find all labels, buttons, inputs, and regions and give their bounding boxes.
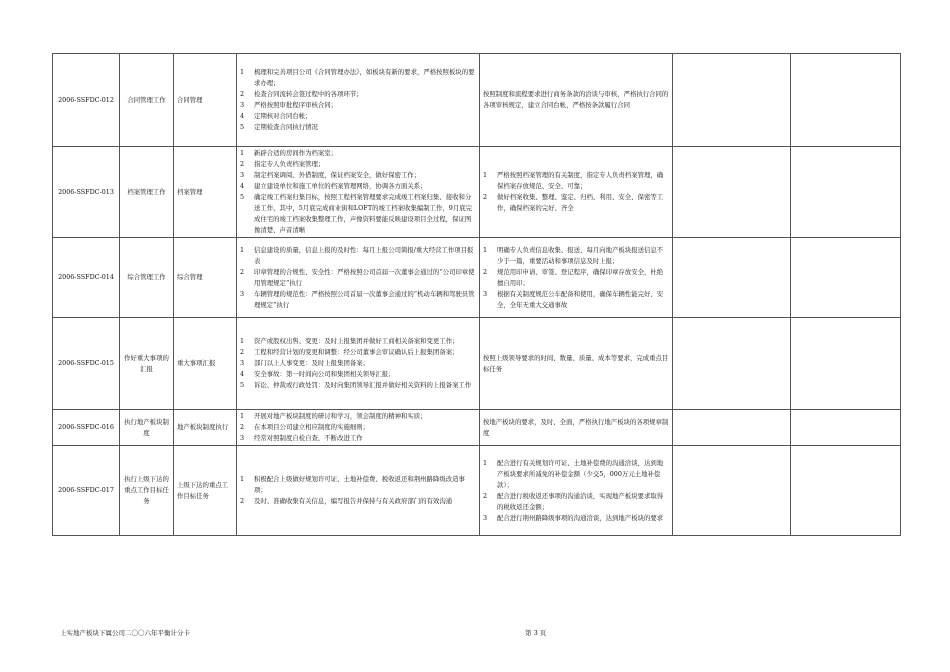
list-text: 车辆管理的规范性：严格按照公司首届一次董事会通过的“机动车辆和驾驶员管理规定”执行 — [254, 289, 475, 309]
list-item — [240, 474, 476, 496]
list-number: 3 — [240, 171, 245, 179]
list-number: 3 — [240, 101, 245, 109]
list-number: 1 — [240, 475, 245, 483]
list-item — [240, 170, 476, 181]
scorecard-table — [52, 53, 901, 536]
list-number: 1 — [483, 171, 488, 179]
list-item — [240, 111, 476, 122]
list-number: 4 — [240, 112, 245, 120]
table-row — [53, 54, 901, 147]
list-text: 资产或股权出售、变更：及时上报集团并做好工商相关备案和变更工作； — [254, 337, 459, 345]
list-item — [483, 491, 669, 513]
row-task: 综合管理工作 — [120, 238, 174, 318]
row-task: 档案管理工作 — [120, 147, 174, 238]
list-item — [240, 89, 476, 100]
table-row — [53, 318, 901, 410]
measures-cell — [237, 410, 480, 446]
row-task: 执行上级下达的重点工作目标任务 — [120, 446, 174, 536]
list-number: 3 — [483, 513, 488, 522]
list-number: 1 — [240, 337, 245, 345]
measures-cell — [237, 54, 480, 147]
list-item — [240, 148, 476, 159]
empty-cell — [673, 238, 791, 318]
empty-cell — [673, 318, 791, 410]
list-text: 按照上级领导要求的时间、数量、质量、成本等要求，完成重点目标任务 — [483, 353, 669, 373]
row-code: 2006-SSFDC-015 — [53, 318, 120, 410]
list-item — [483, 89, 669, 111]
list-item — [240, 369, 476, 380]
empty-cell — [791, 410, 901, 446]
list-text: 定期检查合同执行情况 — [254, 123, 318, 131]
row-code: 2006-SSFDC-012 — [53, 54, 120, 147]
list-text: 经常对照制度自检自查，不断改进工作 — [254, 434, 363, 442]
list-item — [240, 380, 476, 391]
row-task: 执行地产板块制度 — [120, 410, 174, 446]
list-text: 部门以上人事变更：及时上报集团备案； — [254, 359, 370, 367]
list-text: 根据有关制度规范公车配备和使用，确保车辆性能完好、安全，全年无重大交通事故 — [497, 289, 664, 309]
row-code: 2006-SSFDC-014 — [53, 238, 120, 318]
list-text: 严格按照档案管理的有关制度，指定专人负责档案管理，确保档案存放规范、安全、可靠； — [497, 171, 664, 190]
list-number: 5 — [240, 123, 245, 131]
list-text: 配合进行税收返还事项的沟通洽谈，实现地产板块要求取得的税收返还金额； — [497, 491, 664, 511]
list-text: 按照制度和流程要求进行商务条款的洽谈与审核，严格执行合同的各项审核规定，建立合同台帐，严格按条款履行合同 — [483, 90, 669, 109]
list-number: 4 — [240, 182, 245, 190]
row-item: 地产板块制度执行 — [174, 410, 237, 446]
list-text: 定期核对合同台帐； — [254, 112, 312, 120]
list-text: 安全事故：第一时间向公司和集团相关领导汇报； — [254, 370, 395, 378]
list-item — [483, 289, 669, 311]
list-item — [240, 411, 476, 422]
row-task: 合同管理工作 — [120, 54, 174, 147]
list-item — [483, 245, 669, 267]
measures-cell — [237, 446, 480, 536]
list-number: 1 — [240, 149, 245, 157]
measures-cell — [237, 238, 480, 318]
list-item — [240, 159, 476, 170]
list-item — [483, 513, 669, 524]
list-number: 3 — [483, 289, 488, 298]
list-number: 2 — [240, 497, 245, 505]
empty-cell — [673, 54, 791, 147]
list-item — [240, 347, 476, 358]
list-text: 按地产板块的要求，及时、全面，严格执行地产板块的各项规章制度 — [483, 417, 669, 437]
list-text: 规范用印申请、审签、登记程序，确保印章存放安全，杜绝擅自用印； — [497, 267, 664, 287]
list-text: 工程和经营计划的变更和调整：经公司董事会审议确认后上报集团备案； — [254, 348, 459, 356]
standard-cell — [480, 147, 673, 238]
row-code: 2006-SSFDC-013 — [53, 147, 120, 238]
list-number: 2 — [483, 193, 488, 201]
row-task: 作好重大事项的汇报 — [120, 318, 174, 410]
list-item — [483, 267, 669, 289]
empty-cell — [791, 238, 901, 318]
list-text: 信息建设的质量，信息上报的及时性：每月上报公司简报/重大经营工作项目报表 — [254, 245, 474, 265]
table-row — [53, 147, 901, 238]
measures-cell — [237, 147, 480, 238]
footer-page-number: 第 3 页 — [525, 629, 547, 637]
list-number: 1 — [240, 68, 245, 76]
list-number: 3 — [240, 359, 245, 367]
list-item — [483, 458, 669, 491]
list-number: 2 — [240, 160, 245, 168]
row-item: 合同管理 — [174, 54, 237, 147]
list-text: 明确专人负责信息收集、报送，每月向地产板块报送信息不少于一篇，重要活动和事项信息及时上报； — [497, 245, 664, 265]
table-row — [53, 410, 901, 446]
row-item: 上级下达的重点工作目标任务 — [174, 446, 237, 536]
list-number: 4 — [240, 370, 245, 378]
list-text: 在本项目公司建立相应制度的实施细则； — [254, 423, 370, 431]
standard-cell — [480, 238, 673, 318]
list-item — [483, 417, 669, 439]
list-text: 印章管理的合规性、安全性：严格按照公司首届一次董事会通过的“公司印章使用管理规定”执行 — [254, 267, 475, 287]
table-row — [53, 446, 901, 536]
list-item — [240, 67, 476, 89]
list-item — [240, 496, 476, 507]
list-item — [240, 358, 476, 369]
list-text: 积极配合上级做好规划许可证、土地补偿费、税收返还和荆州路降级改造事项； — [254, 475, 465, 494]
list-text: 配合进行荆州路降级事项的沟通洽谈，达到地产板块的要求 — [497, 513, 664, 522]
list-text: 建立建设单位和施工单位的档案管理网络，协调各方面关系； — [254, 182, 427, 190]
list-number: 2 — [240, 90, 245, 98]
list-item — [240, 100, 476, 111]
list-text: 检查合同流转会签过程中的各项环节； — [254, 90, 363, 98]
table-row — [53, 238, 901, 318]
standard-cell — [480, 410, 673, 446]
list-item — [240, 433, 476, 444]
list-item — [483, 170, 669, 192]
list-number: 1 — [483, 458, 488, 467]
standard-cell — [480, 318, 673, 410]
list-item — [240, 267, 476, 289]
empty-cell — [791, 318, 901, 410]
list-number: 1 — [240, 412, 245, 420]
row-code: 2006-SSFDC-016 — [53, 410, 120, 446]
list-item — [240, 245, 476, 267]
list-number: 1 — [483, 245, 488, 254]
list-item — [483, 353, 669, 375]
list-number: 2 — [240, 267, 245, 276]
empty-cell — [673, 410, 791, 446]
row-item: 重大事项汇报 — [174, 318, 237, 410]
list-text: 指定专人负责档案管理； — [254, 160, 325, 168]
empty-cell — [791, 147, 901, 238]
list-number: 2 — [483, 267, 488, 276]
list-number: 5 — [240, 193, 245, 201]
list-text: 及时、准确收集有关信息，编写报告并保持与有关政府部门的有效沟通 — [254, 497, 453, 505]
empty-cell — [673, 147, 791, 238]
footer-title: 上实地产板块下属公司二〇〇六年平衡计分卡 — [60, 629, 190, 637]
list-text: 开展对地产板块制度的研讨和学习，领会制度的精神和实质； — [254, 412, 427, 420]
list-text: 新辟合适的房间作为档案室； — [254, 149, 338, 157]
empty-cell — [673, 446, 791, 536]
list-text: 确定竣工档案归集目标，按照工程档案管理要求完成竣工档案归集、接收和分送工作，其中，5月底完成商业街和LOFT的竣工档案收集编制工作，9月底完成住宅的竣工档案收集整理工作，声像资料要能反映建设项目全过程，保证图像清楚、声音清晰 — [254, 193, 473, 234]
list-item — [240, 181, 476, 192]
list-item — [240, 289, 476, 311]
list-text: 严格按照审批程序审核合同； — [254, 101, 338, 109]
list-text: 梳理和完善项目公司《合同管理办法》，如板块有新的要求，严格按照板块的要求办理； — [254, 68, 475, 87]
list-number: 2 — [240, 348, 245, 356]
list-item — [240, 192, 476, 236]
row-item: 档案管理 — [174, 147, 237, 238]
empty-cell — [791, 446, 901, 536]
list-text: 做好档案收集、整理、鉴定、归档、利用、安全、保密等工作，确保档案的完好、齐全 — [497, 193, 664, 212]
list-item — [240, 336, 476, 347]
list-number: 2 — [483, 491, 488, 500]
list-item — [483, 192, 669, 214]
list-item — [240, 122, 476, 133]
row-item: 综合管理 — [174, 238, 237, 318]
standard-cell — [480, 446, 673, 536]
list-text: 诉讼、仲裁或行政处罚：及时向集团领导汇报并做好相关资料的上报备案工作 — [254, 381, 472, 389]
list-text: 制定档案调阅、外借制度，保证档案安全，做好保密工作； — [254, 171, 421, 179]
list-number: 3 — [240, 434, 245, 442]
list-number: 1 — [240, 245, 245, 254]
row-code: 2006-SSFDC-017 — [53, 446, 120, 536]
list-number: 3 — [240, 289, 245, 298]
list-number: 5 — [240, 381, 245, 389]
empty-cell — [791, 54, 901, 147]
list-item — [240, 422, 476, 433]
list-text: 配合进行有关规划许可证、土地补偿费的沟通洽谈，达到地产板块要求所减免的补偿金额（少交5，000万元土地补偿款）； — [497, 458, 664, 489]
measures-cell — [237, 318, 480, 410]
standard-cell — [480, 54, 673, 147]
list-number: 2 — [240, 423, 245, 431]
